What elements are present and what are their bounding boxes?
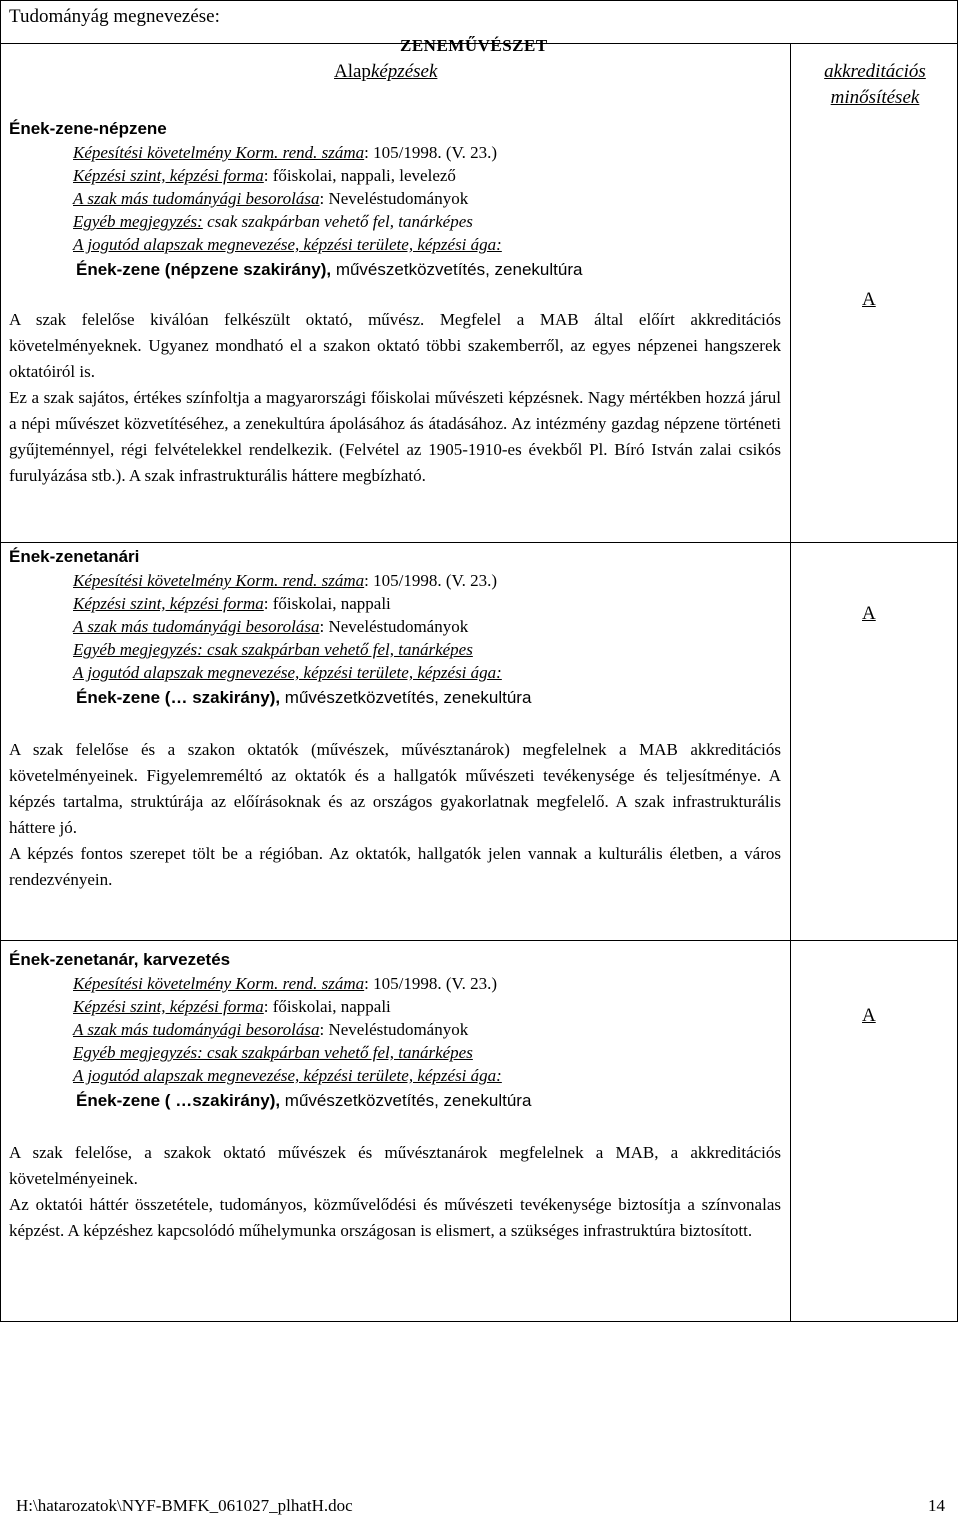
level-line: Képzési szint, képzési forma: főiskolai, nappali xyxy=(73,594,391,613)
note-line: Egyéb megjegyzés: csak szakpárban vehető fel, tanárképes xyxy=(73,212,473,231)
field-label: Tudományág megnevezése: xyxy=(9,6,220,27)
table-divider xyxy=(0,542,958,543)
evaluation-paragraph: A szak felelőse kiválóan felkészült oktató, művész. Megfelel a MAB által előírt akkreditációs követelményeknek. Ugyanez mondható el a szakon oktató többi szakemberről, az egyes népzenei hangszerek oktatóiról is. xyxy=(9,310,781,381)
successor-value: Ének-zene (… szakirány), művészetközvetítés, zenekultúra xyxy=(76,688,532,707)
evaluation-text xyxy=(9,737,781,893)
requirement-line: Képesítési követelmény Korm. rend. száma: 105/1998. (V. 23.) xyxy=(73,571,498,590)
program-title: Ének-zenetanár, karvezetés xyxy=(9,950,231,969)
program-title: Ének-zene-népzene xyxy=(9,119,167,138)
classification-line: A szak más tudományági besorolása: Neveléstudományok xyxy=(73,1020,469,1039)
evaluation-paragraph: A képzés fontos szerepet tölt be a régióban. Az oktatók, hallgatók jelen vannak a kulturális életben, a város rendezvényein. xyxy=(9,844,781,889)
successor-label: A jogutód alapszak megnevezése, képzési területe, képzési ága: xyxy=(73,1066,502,1085)
successor-value: Ének-zene ( …szakirány), művészetközvetítés, zenekultúra xyxy=(76,1091,532,1110)
requirement-line: Képesítési követelmény Korm. rend. száma: 105/1998. (V. 23.) xyxy=(73,143,498,162)
program-title: Ének-zenetanári xyxy=(9,547,140,566)
level-line: Képzési szint, képzési forma: főiskolai, nappali, levelező xyxy=(73,166,456,185)
accreditation-grade: A xyxy=(862,289,876,310)
note-line: Egyéb megjegyzés: csak szakpárban vehető fel, tanárképes xyxy=(73,640,473,659)
footer-file-path: H:\hatarozatok\NYF-BMFK_061027_plhatH.doc xyxy=(16,1496,353,1515)
note-line: Egyéb megjegyzés: csak szakpárban vehető fel, tanárképes xyxy=(73,1043,473,1062)
evaluation-paragraph: Az oktatói háttér összetétele, tudományos, közművelődési és művészeti tevékenysége biztosítja a színvonalas képzést. A képzéshez kapcsolódó műhelymunka országosan is elismert, a szükséges infrastruktúra biztosított. xyxy=(9,1195,781,1240)
successor-value: Ének-zene (népzene szakirány), művészetközvetítés, zenekultúra xyxy=(76,260,583,279)
right-column-heading-line2: minősítések xyxy=(830,87,920,108)
accreditation-grade: A xyxy=(862,1005,876,1026)
level-line: Képzési szint, képzési forma: főiskolai, nappali xyxy=(73,997,391,1016)
page-number: 14 xyxy=(928,1496,945,1515)
table-divider xyxy=(0,940,958,941)
accreditation-grade: A xyxy=(862,603,876,624)
evaluation-paragraph: A szak felelőse és a szakon oktatók (művészek, művésztanárok) megfelelnek a MAB akkreditációs követelményeinek. Figyelemreméltó az oktatók és a hallgatók művészeti tevékenysége és teljesítménye. A képzés tartalma, struktúrája az előírásoknak és az országos gyakorlatnak megfelelő. A szak infrastrukturális háttere jó. xyxy=(9,740,781,837)
evaluation-paragraph: Ez a szak sajátos, értékes színfoltja a magyarországi főiskolai művészeti képzésnek. Nagy mértékben hozzá járul a népi művészet közvetítéséhez, a zenekultúra ápolásához ás átadásához. Az intézmény gazdag népzene történeti gyűjteménnyel, régi felvételekkel rendelkezik. (Felvétel az 1905-1910-es évekből Pl. Bíró István zalai csikós furulyázása stb.). A szak infrastrukturális háttere megbízható. xyxy=(9,388,781,485)
requirement-line: Képesítési követelmény Korm. rend. száma: 105/1998. (V. 23.) xyxy=(73,974,498,993)
right-column-heading xyxy=(792,59,958,111)
field-name: ZENEMŰVÉSZET xyxy=(400,36,548,55)
classification-line: A szak más tudományági besorolása: Neveléstudományok xyxy=(73,189,469,208)
right-column-heading-line1: akkreditációs xyxy=(824,61,926,82)
evaluation-text xyxy=(9,1140,781,1244)
column-divider xyxy=(790,43,791,1322)
successor-label: A jogutód alapszak megnevezése, képzési területe, képzési ága: xyxy=(73,235,502,254)
successor-label: A jogutód alapszak megnevezése, képzési területe, képzési ága: xyxy=(73,663,502,682)
evaluation-paragraph: A szak felelőse, a szakok oktató művészek és művésztanárok megfelelnek a MAB, a akkreditációs követelményeinek. xyxy=(9,1143,781,1188)
evaluation-text xyxy=(9,307,781,489)
classification-line: A szak más tudományági besorolása: Neveléstudományok xyxy=(73,617,469,636)
subsection-title: Alapképzések xyxy=(334,61,438,82)
